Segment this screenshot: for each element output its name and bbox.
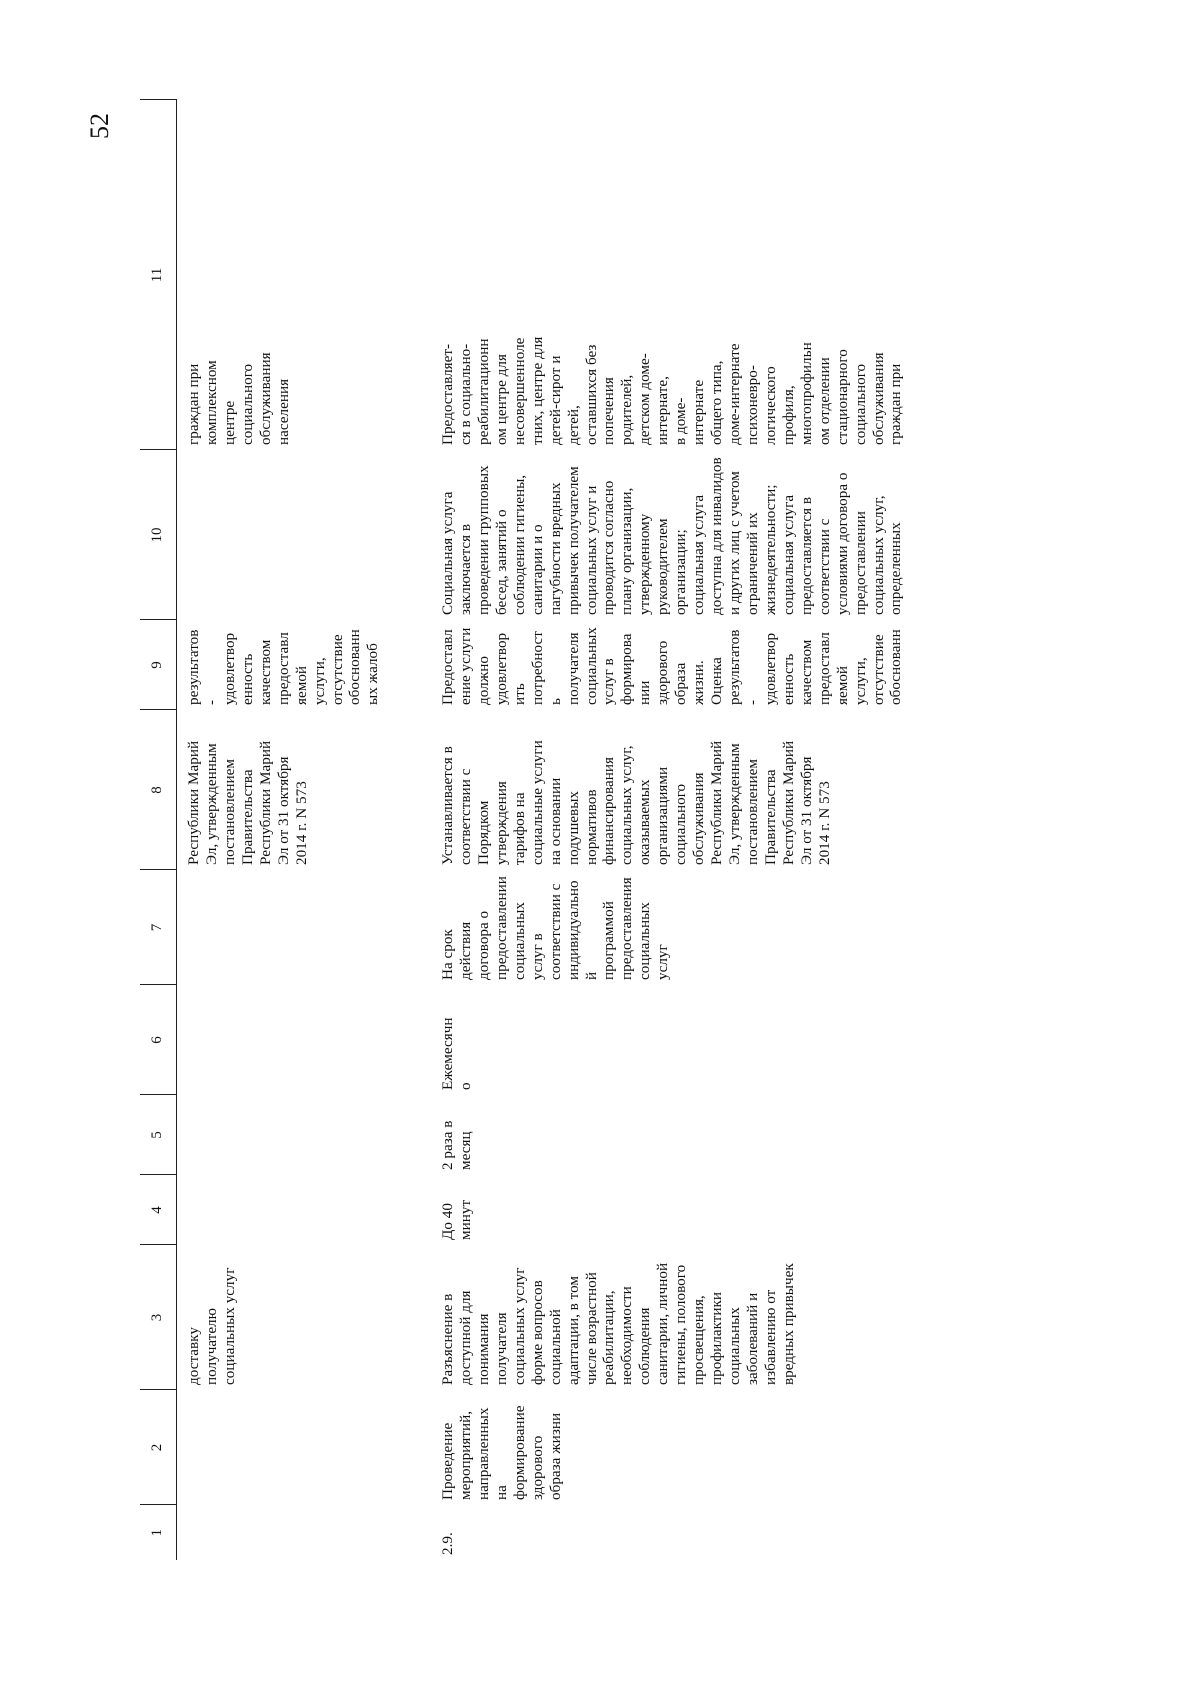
table-cell-conditions: Социальная услуга заключается в проведении групповых бесед, занятий о соблюдении гигиены, санитарии и о пагубности вредных привычек получателем социальных услуг и проводится согласно плану организации, утвержденному руководителем организации; социальная услуга доступна для инвалидов и других лиц с учетом ограничений их жизнедеятельности; социальная услуга предоставляется в соответствии с условиями договора о предоставлении социальных услуг, определенных <box>439 457 905 615</box>
table-cell-tariff: Устанавливается в соответствии с Порядком утверждения тарифов на социальные услуги на основании подушевых нормативов финансирования социальных услуг, оказываемых организациями социального обслуживания Республики Марий Эл, утвержденным постановлением Правительства Республики Марий Эл от 31 октября 2014 г. N 573 <box>439 740 833 865</box>
table-cell-frequency <box>177 1095 424 1175</box>
table-cell-term: На срок действия договора о предоставлении социальных услуг в соответствии с индивидуальной программой предоставления социальных услуг <box>439 876 672 980</box>
rotated-table-wrapper <box>140 100 1140 1560</box>
page-number: 52 <box>85 113 114 139</box>
column-header: 11 <box>140 100 177 450</box>
table-cell-number <box>177 1505 424 1560</box>
column-header: 5 <box>140 1095 177 1175</box>
table-cell-description: доставку получателю социальных услуг <box>185 1267 238 1385</box>
column-header: 8 <box>140 710 177 870</box>
column-header: 3 <box>140 1245 177 1390</box>
table-cell-duration <box>177 1175 424 1245</box>
column-header: 10 <box>140 450 177 620</box>
column-header: 9 <box>140 620 177 710</box>
table-cell-quality: результатов - удовлетвор енность качеством предоставл яемой услуги, отсутствие обоснованн ых жалоб <box>185 629 382 705</box>
column-header: 6 <box>140 985 177 1095</box>
table-row <box>177 100 424 1560</box>
column-header: 1 <box>140 1505 177 1560</box>
table-cell-service-name <box>177 1390 424 1505</box>
table-cell-quality: Предоставл ение услуги должно удовлетвор ить потребност ь получателя социальных услуг в формирова нии здорового образа жизни. Оценка результатов - удовлетвор енность качеством предоставл яемой услуги, отсутствие обоснованн <box>439 627 905 705</box>
table-cell-term <box>177 870 424 985</box>
table-cell-periodicity <box>177 985 424 1095</box>
table-cell-organizations: граждан при комплексном центре социального обслуживания населения <box>185 352 292 445</box>
table-cell-organizations: Предоставляет- ся в социально- реабилитационн ом центре для несовершенноле тних, центре для детей-сирот и детей, оставшихся без попечения родителей, детском доме- интернате, в доме- интернате общего типа, доме-интернате психоневро- логического профиля, многопрофильн ом отделении стационарного социального обслуживания граждан при <box>439 336 905 445</box>
header-row <box>140 100 177 1560</box>
column-header: 7 <box>140 870 177 985</box>
table-row <box>423 100 905 1560</box>
table-cell-tariff: Республики Марий Эл, утвержденным постановлением Правительства Республики Марий Эл от 31 октября 2014 г. N 573 <box>185 740 310 865</box>
table-cell-conditions <box>177 450 424 620</box>
table-cell-periodicity: Ежемесячн о <box>439 1017 474 1090</box>
table-cell-description: Разъяснение в доступной для понимания получателя социальных услуг форме вопросов социальной адаптации, в том числе возрастной реабилитации, необходимости соблюдения санитарии, личной гигиены, полового просвещения, профилактики социальных заболеваний и избавлению от вредных привычек <box>439 1262 797 1385</box>
table-cell-service-name: Проведение мероприятий, направленных на формирование здорового образа жизни <box>439 1405 564 1500</box>
services-table <box>140 100 905 1561</box>
column-header: 4 <box>140 1175 177 1245</box>
table-cell-frequency: 2 раза в месяц <box>439 1120 474 1170</box>
table-cell-duration: До 40 минут <box>439 1199 474 1240</box>
column-header: 2 <box>140 1390 177 1505</box>
table-cell-number: 2.9. <box>439 1532 456 1555</box>
